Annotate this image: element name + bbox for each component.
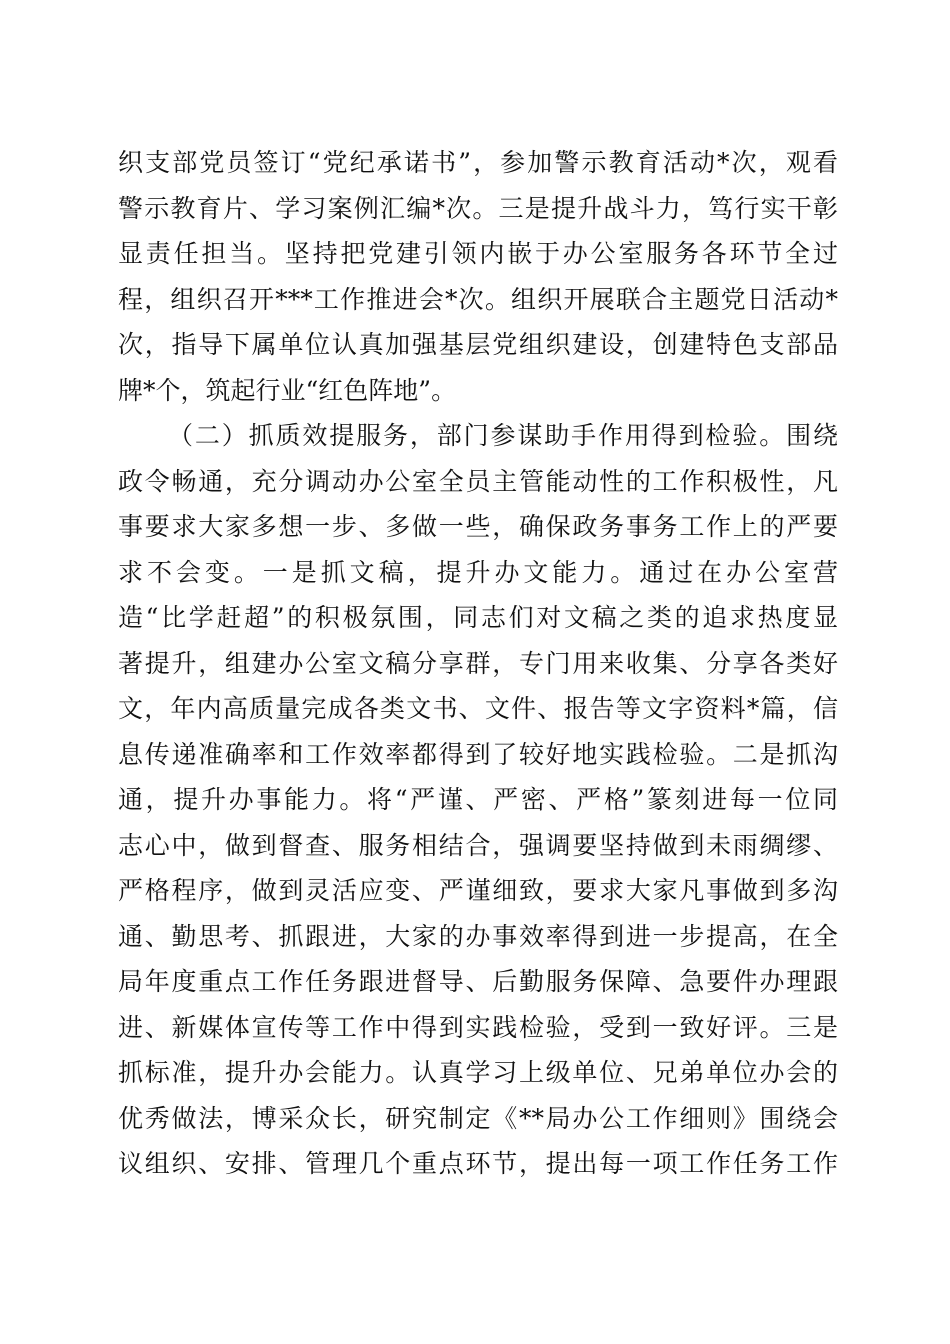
text-line: 抓标准，提升办会能力。认真学习上级单位、兄弟单位办会的: [118, 1058, 838, 1087]
text-line: 议组织、安排、管理几个重点环节，提出每一项工作任务工作: [118, 1149, 838, 1178]
text-line: 进、新媒体宣传等工作中得到实践检验，受到一致好评。三是: [118, 1012, 838, 1042]
text-line: 警示教育片、学习案例汇编*次。三是提升战斗力，笃行实干彰: [118, 193, 838, 223]
text-line: 局年度重点工作任务跟进督导、后勤服务保障、急要件办理跟: [118, 967, 838, 996]
text-line: 次，指导下属单位认真加强基层党组织建设，创建特色支部品: [118, 330, 838, 359]
text-line: 严格程序，做到灵活应变、严谨细致，要求大家凡事做到多沟: [118, 876, 838, 905]
text-line: 程，组织召开***工作推进会*次。组织开展联合主题党日活动*: [118, 284, 838, 314]
text-line: 志心中，做到督查、服务相结合，强调要坚持做到未雨绸缪、: [118, 830, 838, 860]
text-line: 著提升，组建办公室文稿分享群，专门用来收集、分享各类好: [118, 648, 838, 678]
text-line: 事要求大家多想一步、多做一些，确保政务事务工作上的严要: [118, 512, 838, 541]
text-line: 文，年内高质量完成各类文书、文件、报告等文字资料*篇，信: [118, 694, 838, 723]
text-line: 优秀做法，博采众长，研究制定《**局办公工作细则》围绕会: [118, 1103, 838, 1133]
text-line: 通、勤思考、抓跟进，大家的办事效率得到进一步提高，在全: [118, 921, 838, 951]
text-line: 牌*个，筑起行业“红色阵地”。: [118, 375, 457, 405]
text-line: 政令畅通，充分调动办公室全员主管能动性的工作积极性，凡: [118, 466, 838, 496]
text-line: 息传递准确率和工作效率都得到了较好地实践检验。二是抓沟: [118, 739, 838, 769]
section-heading-line: （二）抓质效提服务，部门参谋助手作用得到检验。围绕: [168, 421, 838, 450]
body-text: [118, 140, 838, 1187]
text-line: 求不会变。一是抓文稿，提升办文能力。通过在办公室营: [118, 557, 838, 587]
text-line: 通，提升办事能力。将“严谨、严密、严格”篆刻进每一位同: [118, 785, 838, 814]
text-line: 造“比学赶超”的积极氛围，同志们对文稿之类的追求热度显: [118, 603, 838, 632]
text-line: 织支部党员签订“党纪承诺书”，参加警示教育活动*次，观看: [118, 148, 838, 177]
text-line: 显责任担当。坚持把党建引领内嵌于办公室服务各环节全过: [118, 239, 838, 268]
